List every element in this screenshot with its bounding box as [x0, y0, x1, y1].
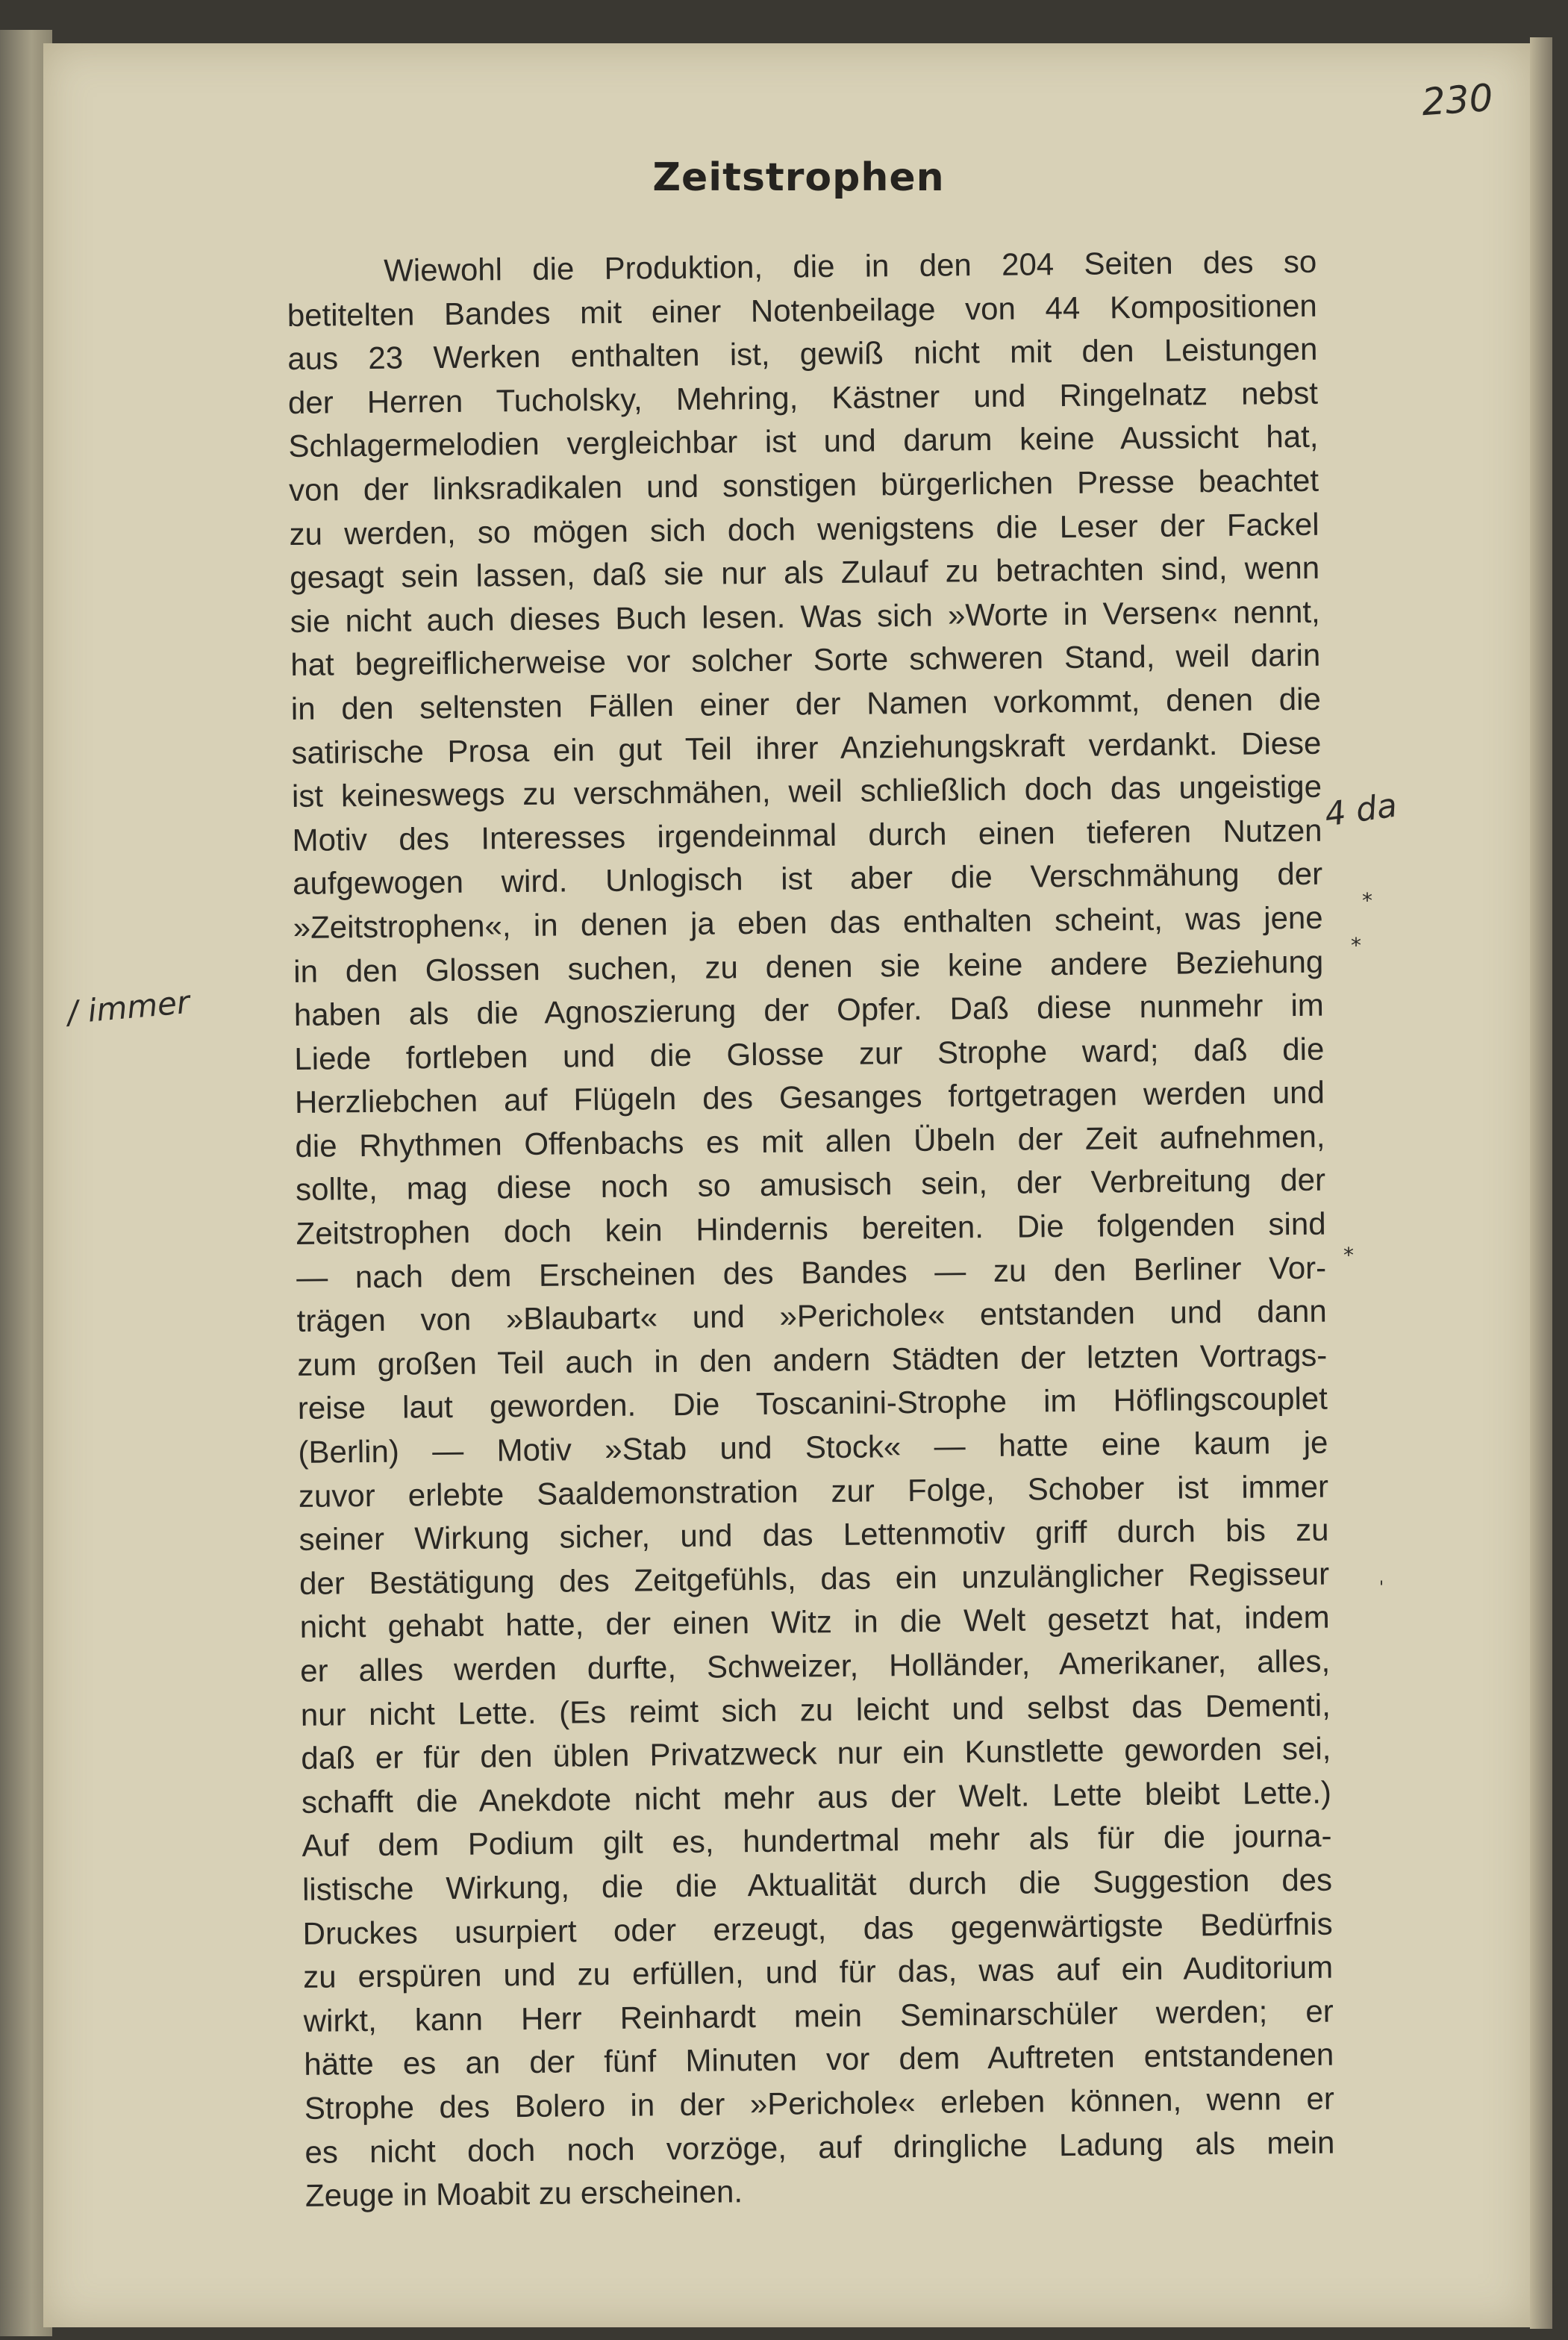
text-line: ist keineswegs zu verschmähen, weil schließlich doch das ungeistige: [291, 768, 1322, 814]
text-line: hat begreiflicherweise vor solcher Sorte schweren Stand, weil darin: [290, 637, 1321, 683]
text-line: (Berlin) — Motiv »Stab und Stock« — hatte eine kaum je: [298, 1424, 1328, 1470]
text-line: Auf dem Podium gilt es, hundertmal mehr als für die journa-: [302, 1818, 1332, 1864]
text-line: Liede fortleben und die Glosse zur Strophe ward; daß die: [294, 1031, 1325, 1076]
text-line: gesagt sein lassen, daß sie nur als Zulauf zu betrachten sind, wenn: [289, 549, 1320, 596]
page-title: Zeitstrophen: [652, 155, 945, 200]
margin-mark: *: [1343, 1243, 1354, 1267]
text-line: satirische Prosa ein gut Teil ihrer Anziehungskraft verdankt. Diese: [291, 725, 1322, 770]
text-line: wirkt, kann Herr Reinhardt mein Seminarschüler werden; er: [303, 1993, 1334, 2038]
text-line: reise laut geworden. Die Toscanini-Strophe im Höflingscouplet: [297, 1381, 1328, 1426]
text-line: sie nicht auch dieses Buch lesen. Was sich »Worte in Versen« nennt,: [290, 593, 1320, 639]
text-line: listische Wirkung, die die Aktualität durch die Suggestion des: [302, 1862, 1333, 1907]
page-number: 230: [1420, 75, 1495, 125]
text-line: Herzliebchen auf Flügeln des Gesanges fortgetragen werden und: [294, 1074, 1325, 1120]
text-line: betitelten Bandes mit einer Notenbeilage von 44 Kompositionen: [287, 287, 1317, 333]
body-text: [287, 240, 1335, 2218]
text-line: zum großen Teil auch in den andern Städten der letzten Vortrags-: [297, 1337, 1328, 1382]
text-line: in den Glossen suchen, zu denen sie keine andere Beziehung: [293, 943, 1324, 989]
text-line: Druckes usurpiert oder erzeugt, das gegenwärtigste Bedürfnis: [302, 1906, 1333, 1951]
text-line: sollte, mag diese noch so amusisch sein, der Verbreitung der: [295, 1162, 1326, 1208]
text-line: der Herren Tucholsky, Mehring, Kästner und Ringelnatz nebst: [287, 375, 1319, 420]
text-line: zu werden, so mögen sich doch wenigstens die Leser der Fackel: [289, 506, 1319, 552]
text-line: in den seltensten Fällen einer der Namen vorkommt, denen die: [290, 681, 1322, 726]
margin-mark: *: [1362, 888, 1372, 913]
margin-mark: ': [1379, 1579, 1384, 1597]
text-line: Zeitstrophen doch kein Hindernis bereiten. Die folgenden sind: [296, 1205, 1326, 1252]
text-line: es nicht doch noch vorzöge, auf dringliche Ladung als mein: [304, 2124, 1335, 2170]
text-line: der Bestätigung des Zeitgefühls, das ein unzulänglicher Regisseur: [299, 1556, 1330, 1601]
text-line: Strophe des Bolero in der »Perichole« erleben können, wenn er: [304, 2080, 1335, 2126]
text-line: daß er für den üblen Privatzweck nur ein Kunstlette geworden sei,: [301, 1730, 1331, 1776]
text-line: hätte es an der fünf Minuten vor dem Auftreten entstandenen: [304, 2036, 1334, 2082]
margin-mark: *: [1351, 933, 1361, 958]
text-line: zuvor erlebte Saaldemonstration zur Folge, Schober ist immer: [298, 1468, 1329, 1514]
text-line: aufgewogen wird. Unlogisch ist aber die Verschmähung der: [292, 856, 1323, 902]
text-line: trägen von »Blaubart« und »Perichole« entstanden und dann: [296, 1293, 1327, 1339]
text-line: Zeuge in Moabit zu erscheinen.: [304, 2174, 743, 2214]
text-line: er alles werden durfte, Schweizer, Holländer, Amerikaner, alles,: [300, 1643, 1331, 1688]
text-line: nur nicht Lette. (Es reimt sich zu leicht und selbst das Dementi,: [300, 1687, 1331, 1732]
text-line: nicht gehabt hatte, der einen Witz in die Welt gesetzt hat, indem: [299, 1600, 1330, 1645]
text-line: »Zeitstrophen«, in denen ja eben das enthalten scheint, was jene: [293, 899, 1323, 945]
text-line: zu erspüren und zu erfüllen, und für das, was auf ein Auditorium: [302, 1949, 1334, 1995]
text-line: Schlagermelodien vergleichbar ist und darum keine Aussicht hat,: [288, 419, 1319, 464]
text-line: Wiewohl die Produktion, die in den 204 Seiten des so: [384, 243, 1317, 288]
text-line: seiner Wirkung sicher, und das Lettenmotiv griff durch bis zu: [299, 1511, 1329, 1558]
text-line: Motiv des Interesses irgendeinmal durch einen tieferen Nutzen: [292, 812, 1322, 858]
text-line: — nach dem Erscheinen des Bandes — zu den Berliner Vor-: [296, 1249, 1327, 1295]
margin-note-left: / immer: [66, 983, 191, 1032]
text-line: die Rhythmen Offenbachs es mit allen Übeln der Zeit aufnehmen,: [295, 1118, 1325, 1164]
margin-note-right: 4 da: [1322, 786, 1399, 834]
text-line: von der linksradikalen und sonstigen bürgerlichen Presse beachtet: [288, 462, 1319, 508]
text-line: haben als die Agnoszierung der Opfer. Daß diese nunmehr im: [293, 987, 1324, 1033]
right-page-edge: [1530, 37, 1552, 2329]
text-line: aus 23 Werken enthalten ist, gewiß nicht mit den Leistungen: [287, 331, 1318, 377]
text-line: schafft die Anekdote nicht mehr aus der Welt. Lette bleibt Lette.): [301, 1774, 1332, 1820]
